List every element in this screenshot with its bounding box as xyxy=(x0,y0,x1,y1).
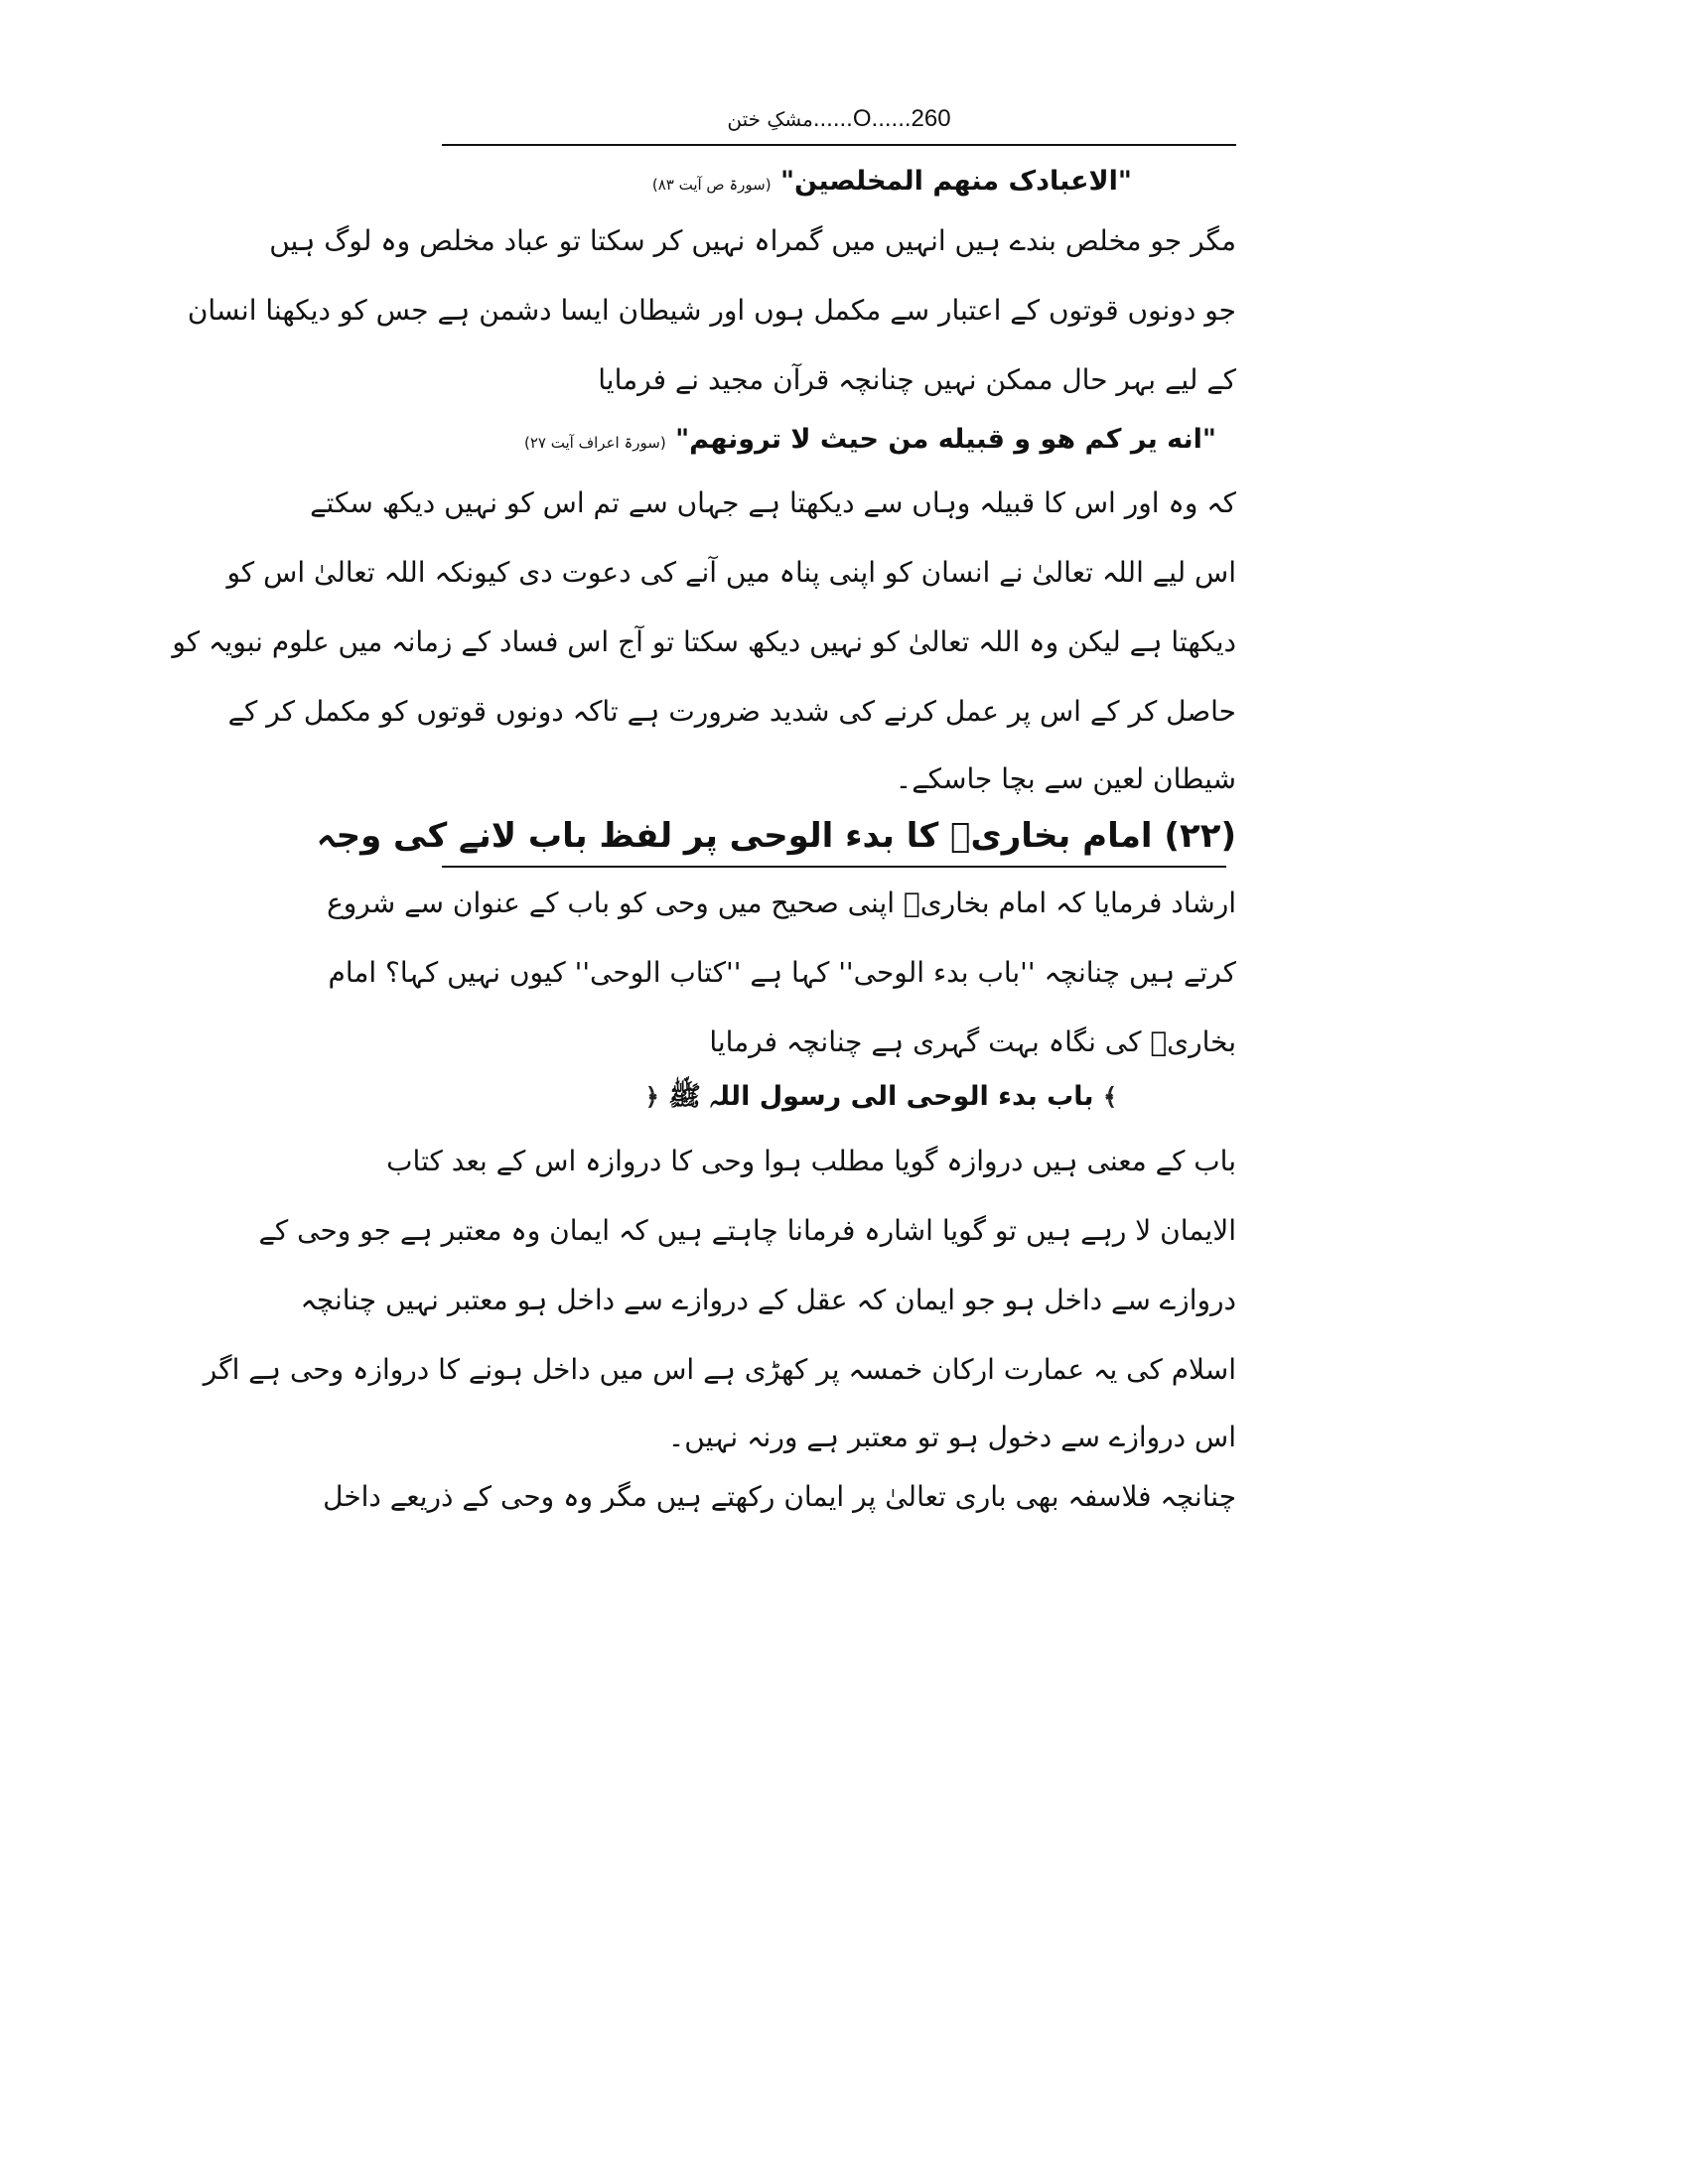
ornament-right: ﴾ xyxy=(1102,1083,1117,1111)
quote-2-reference: (سورۃ اعراف آیت ۲۷) xyxy=(524,434,666,452)
section-heading-underline xyxy=(442,866,1226,868)
section-heading: (۲۲) امام بخاریؒ کا بدء الوحی پر لفظ باب لانے کی وجہ xyxy=(316,816,1236,856)
quote-1-text: "الاعبادک منهم المخلصین" xyxy=(779,166,1132,197)
paragraph-2-line-5: شیطان لعین سے بچا جاسکے۔ xyxy=(895,762,1236,795)
quranic-quote-2 xyxy=(524,415,1216,465)
quranic-quote-1 xyxy=(652,157,1132,206)
page-header xyxy=(442,99,1236,139)
paragraph-3-line-2: کرتے ہیں چنانچہ ''باب بدء الوحی'' کہا ہے ''کتاب الوحی'' کیوں نہیں کہا؟ امام xyxy=(328,956,1236,989)
paragraph-2-line-3: دیکھتا ہے لیکن وہ اللہ تعالیٰ کو نہیں دیکھ سکتا تو آج اس فساد کے زمانہ میں علوم نبویہ کو xyxy=(172,625,1236,658)
header-rule xyxy=(442,144,1236,146)
paragraph-3-line-3: بخاریؒ کی نگاہ بہت گہری ہے چنانچہ فرمایا xyxy=(709,1025,1236,1058)
paragraph-4-line-1: باب کے معنی ہیں دروازہ گویا مطلب ہوا وحی کا دروازہ اس کے بعد کتاب xyxy=(386,1145,1236,1177)
paragraph-4-line-2: الایمان لا رہے ہیں تو گویا اشارہ فرمانا چاہتے ہیں کہ ایمان وہ معتبر ہے جو وحی کے xyxy=(258,1214,1236,1247)
paragraph-4-line-3: دروازے سے داخل ہو جو ایمان کہ عقل کے دروازے سے داخل ہو معتبر نہیں چنانچہ xyxy=(300,1284,1236,1316)
hadith-heading xyxy=(645,1072,1117,1122)
paragraph-5-line-1: چنانچہ فلاسفہ بھی باری تعالیٰ پر ایمان رکھتے ہیں مگر وہ وحی کے ذریعے داخل xyxy=(323,1480,1236,1513)
page-number: 260 xyxy=(911,105,951,132)
paragraph-4-line-5: اس دروازے سے دخول ہو تو معتبر ہے ورنہ نہیں۔ xyxy=(667,1421,1236,1453)
paragraph-2-line-4: حاصل کر کے اس پر عمل کرنے کی شدید ضرورت ہے تاکہ دونوں قوتوں کو مکمل کر کے xyxy=(227,695,1236,728)
quote-2-text: "انه یر کم هو و قبیله من حیث لا ترونهم" xyxy=(675,424,1216,455)
book-title: مشکِ ختن xyxy=(727,107,813,131)
hadith-heading-text: باب بدء الوحی الی رسول اللہ ﷺ xyxy=(668,1081,1094,1112)
paragraph-2-line-2: اس لیے اللہ تعالیٰ نے انسان کو اپنی پناہ میں آنے کی دعوت دی کیونکہ اللہ تعالیٰ اس کو xyxy=(226,556,1236,589)
paragraph-1-line-1: مگر جو مخلص بندے ہیں انہیں میں گمراہ نہیں کر سکتا تو عباد مخلص وہ لوگ ہیں xyxy=(269,224,1236,257)
paragraph-3-line-1: ارشاد فرمایا کہ امام بخاریؒ اپنی صحیح میں وحی کو باب کے عنوان سے شروع xyxy=(327,887,1236,919)
quote-1-reference: (سورۃ ص آیت ۸۳) xyxy=(651,176,772,194)
ornament-left: ﴿ xyxy=(644,1083,659,1111)
header-separator: ......O...... xyxy=(812,105,912,132)
paragraph-1-line-3: کے لیے بہر حال ممکن نہیں چنانچہ قرآن مجید نے فرمایا xyxy=(598,363,1236,396)
paragraph-2-line-1: کہ وہ اور اس کا قبیلہ وہاں سے دیکھتا ہے جہاں سے تم اس کو نہیں دیکھ سکتے xyxy=(310,486,1236,519)
paragraph-1-line-2: جو دونوں قوتوں کے اعتبار سے مکمل ہوں اور شیطان ایسا دشمن ہے جس کو دیکھنا انسان xyxy=(187,294,1236,327)
paragraph-4-line-4: اسلام کی یہ عمارت ارکان خمسہ پر کھڑی ہے اس میں داخل ہونے کا دروازہ وحی ہے اگر xyxy=(203,1353,1236,1386)
